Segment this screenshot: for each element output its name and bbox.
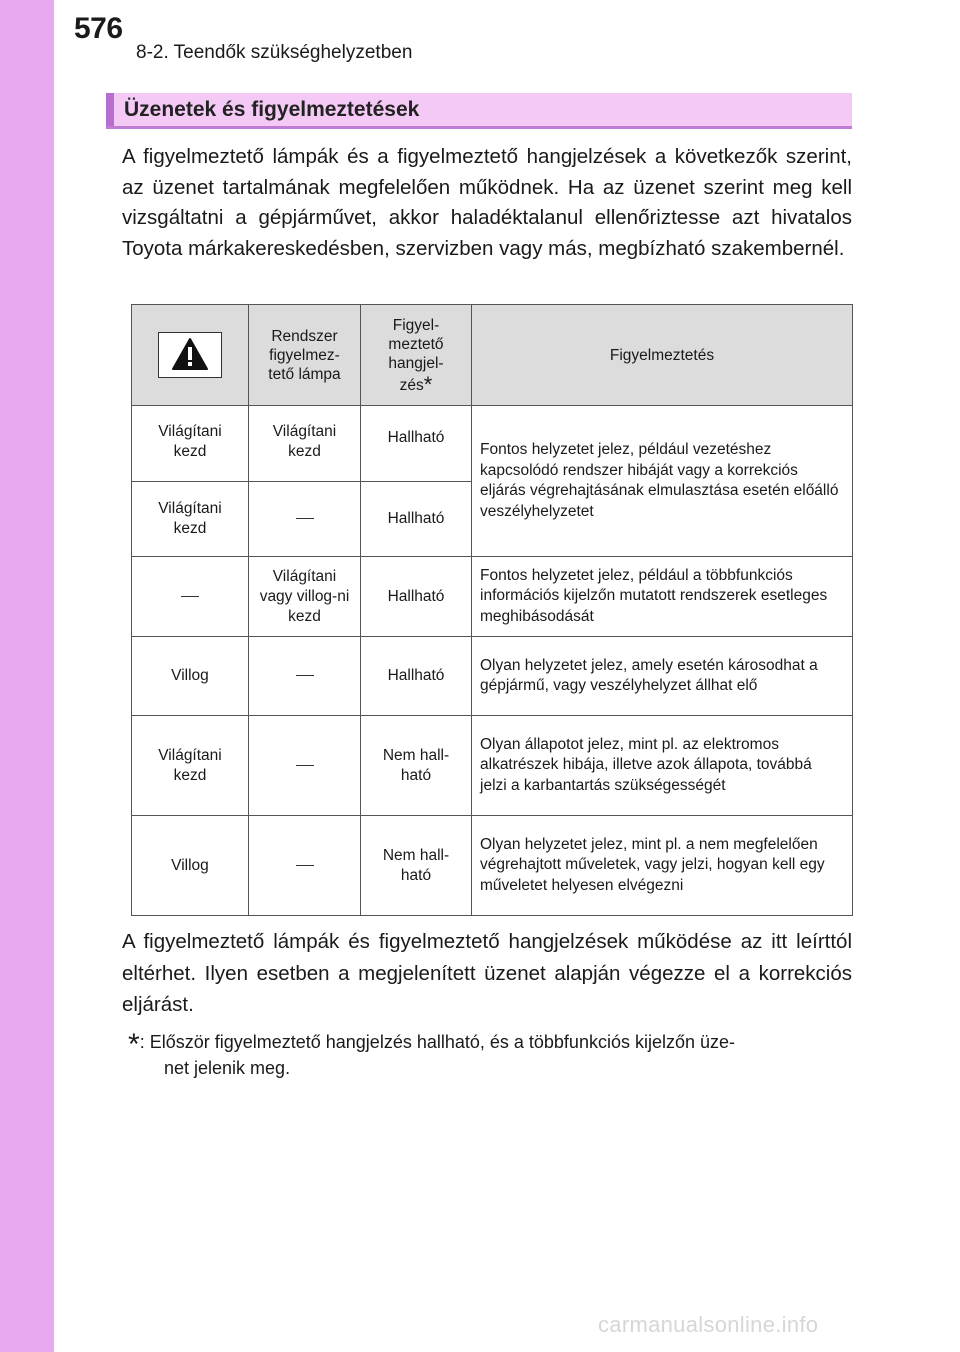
row-6-sound: Nem hall-ható <box>361 816 472 916</box>
row-1-lamp: Világítani kezd <box>132 406 249 482</box>
row-2-message <box>249 482 361 557</box>
table-row <box>132 557 853 637</box>
title-bar <box>106 93 852 129</box>
dash-mark <box>296 765 314 766</box>
row-6-warning: Olyan helyzetet jelez, mint pl. a nem megfelelően végrehajtott műveletek, vagy jelzi, hogyan kell egy műveletet helyesen elvégezni <box>472 816 853 916</box>
side-strip <box>0 0 54 1352</box>
table-header-row <box>132 305 853 406</box>
row-3-lamp <box>132 557 249 637</box>
dash-mark <box>181 596 199 597</box>
table-row <box>132 716 853 816</box>
warning-table <box>131 304 853 916</box>
table-row <box>132 637 853 716</box>
watermark: carmanualsonline.info <box>598 1312 819 1337</box>
outro-paragraph: A figyelmeztető lámpák és figyelmeztető hangjelzések működése az itt leírttól eltérhet. Ilyen esetben a megjelenített üzenet alapján végezze el a korrekciós eljárást. <box>122 930 852 1016</box>
row-3-warning: Fontos helyzetet jelez, például a többfunkciós információs kijelzőn mutatott rendszerek esetleges meghibásodását <box>472 557 853 637</box>
row-1-sound: Hallható <box>361 406 472 482</box>
dash-mark <box>296 675 314 676</box>
page-number: 576 <box>74 12 123 45</box>
row-5-warning: Olyan állapotot jelez, mint pl. az elektromos alkatrészek hibája, illetve azok állapota, továbbá jelzi a karbantartás szükségességét <box>472 716 853 816</box>
header-sound-mark: * <box>423 371 433 397</box>
row-3-message: Világítani vagy villog-ni kezd <box>249 557 361 637</box>
dash-mark <box>296 518 314 519</box>
page-title: Üzenetek és figyelmeztetések <box>124 98 420 121</box>
title-accent <box>106 93 114 126</box>
header-sound <box>361 305 472 406</box>
row-6-message <box>249 816 361 916</box>
row-5-message <box>249 716 361 816</box>
row-3-sound: Hallható <box>361 557 472 637</box>
table-row <box>132 816 853 916</box>
header-sound-text: Figyel-meztető hangjel-zés <box>388 316 444 394</box>
row-6-lamp: Villog <box>132 816 249 916</box>
header-icon-cell <box>132 305 249 406</box>
header-lamp: Rendszer figyelmez-tető lámpa <box>249 305 361 406</box>
row-1-warning: Fontos helyzetet jelez, például vezetéshez kapcsolódó rendszer hibáját vagy a korrekciós eljárás végrehajtásának elmulasztása esetén előálló veszélyhelyzetet <box>472 406 853 557</box>
footnote-text-line2: net jelenik meg. <box>164 1058 291 1078</box>
row-1-message: Világítani kezd <box>249 406 361 482</box>
row-4-warning: Olyan helyzetet jelez, amely esetén károsodhat a gépjármű, vagy veszélyhelyzet állhat elő <box>472 637 853 716</box>
section-header: 8-2. Teendők szükséghelyzetben <box>136 42 413 63</box>
row-5-lamp: Világítani kezd <box>132 716 249 816</box>
row-4-sound: Hallható <box>361 637 472 716</box>
footnote-text-line1: : Először figyelmeztető hangjelzés hallható, és a többfunkciós kijelzőn üze- <box>139 1032 736 1052</box>
row-4-lamp: Villog <box>132 637 249 716</box>
warning-triangle-icon <box>158 332 222 378</box>
row-4-message <box>249 637 361 716</box>
table-row <box>132 406 853 482</box>
header-warning: Figyelmeztetés <box>472 305 853 406</box>
row-2-lamp: Világítani kezd <box>132 482 249 557</box>
footnote <box>128 1026 852 1081</box>
intro-paragraph: A figyelmeztető lámpák és a figyelmeztető hangjelzések a következők szerint, az üzenet tartalmának megfelelően működnek. Ha az üzenet szerint meg kell vizsgáltatni a gépjárművet, akkor haladéktalanul ellenőriztesse azt hivatalos Toyota márkakereskedésben, szervizben vagy más, megbízható szakembernél. <box>122 145 852 260</box>
footnote-mark: * <box>128 1028 140 1061</box>
row-2-sound: Hallható <box>361 482 472 557</box>
row-5-sound: Nem hall-ható <box>361 716 472 816</box>
dash-mark <box>296 865 314 866</box>
